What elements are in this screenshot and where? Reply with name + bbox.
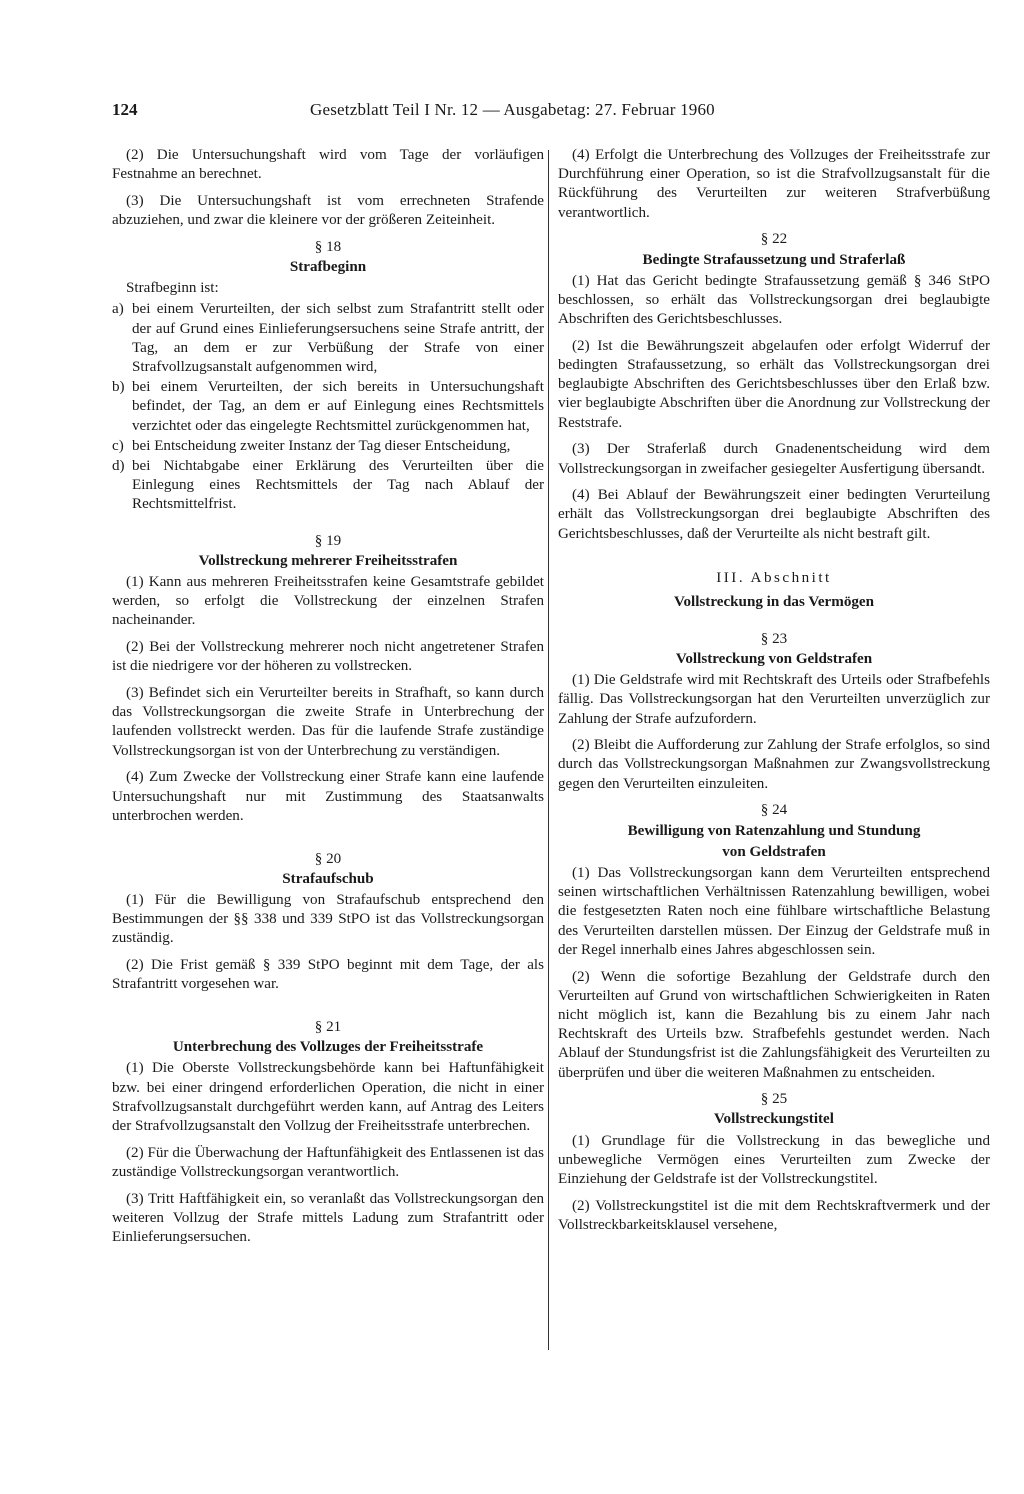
section-number-20: § 20 <box>314 850 342 867</box>
list-label: c) <box>112 437 124 454</box>
paragraph: (3) Befindet sich ein Verurteilter bereits in Strafhaft, so kann durch das Vollstreckungsorgan die zweite Strafe in Unterbrechung der laufenden vollstreckt werden. Das für die laufende Strafe zuständige Vollstreckungsorgan ist von der Unterbrechung zu verständigen. <box>112 685 544 759</box>
list-item <box>112 437 544 456</box>
section-title-21: Unterbrechung des Vollzuges der Freiheitsstrafe <box>172 1039 484 1056</box>
running-title: Gesetzblatt Teil I Nr. 12 — Ausgabetag: 27. Februar 1960 <box>310 100 715 119</box>
page-number: 124 <box>112 100 138 119</box>
column-divider <box>548 150 549 1350</box>
part-title: Vollstreckung in das Vermögen <box>673 593 875 610</box>
paragraph: (1) Grundlage für die Vollstreckung in das bewegliche und unbewegliche Vermögen eines Verurteilten zum Zwecke der Einziehung der Geldstrafe ist der Vollstreckungstitel. <box>558 1132 990 1188</box>
paragraph: (2) Ist die Bewährungszeit abgelaufen oder erfolgt Widerruf der bedingten Strafaussetzung, so erhält das Vollstreckungsorgan drei beglaubigte Abschriften des Gerichtsbeschlusses über den Erlaß bzw. vier beglaubigte Abschriften über die Anordnung zur Vollstreckung der Reststrafe. <box>558 337 990 431</box>
list-label: b) <box>112 379 125 396</box>
list-label: d) <box>112 458 125 475</box>
section-number-21: § 21 <box>314 1018 342 1035</box>
paragraph: (3) Tritt Haftfähigkeit ein, so veranlaßt das Vollstreckungsorgan den weiteren Vollzug der Strafe mittels Ladung zum Strafantritt oder Einlieferungsersuchen. <box>112 1190 544 1245</box>
section-title-20: Strafaufschub <box>282 870 374 887</box>
section-title-18: Strafbeginn <box>289 259 367 276</box>
list-item <box>112 457 544 515</box>
list-item <box>112 300 544 377</box>
paragraph: (1) Die Oberste Vollstreckungsbehörde kann bei Haftunfähigkeit bzw. bei einer dringend erforderlichen Operation, die nicht in einer Strafvollzugsanstalt durchgeführt werden kann, auf Antrag des Leiters der Strafvollzugsanstalt den Vollzug der Freiheitsstrafe unterbrechen. <box>112 1060 544 1134</box>
part-number: III. Abschnitt <box>716 570 832 587</box>
paragraph: (2) Bleibt die Aufforderung zur Zahlung der Strafe erfolglos, so sind durch das Vollstreckungsorgan Maßnahmen zur Zwangsvollstreckung gegen den Verurteilten einzuleiten. <box>558 737 990 792</box>
section-title-19: Vollstreckung mehrerer Freiheitsstrafen <box>198 552 458 569</box>
section-number-24: § 24 <box>760 802 788 819</box>
list-text: bei Entscheidung zweiter Instanz der Tag dieser Entscheidung, <box>132 437 511 454</box>
paragraph: (2) Für die Überwachung der Haftunfähigkeit des Entlassenen ist das zuständige Vollstreckungsorgan verantwortlich. <box>112 1144 544 1180</box>
section-number-19: § 19 <box>314 532 342 549</box>
section-title-25: Vollstreckungstitel <box>714 1111 834 1128</box>
paragraph: (2) Bei der Vollstreckung mehrerer noch nicht angetretener Strafen ist die niedrigere vor der höheren zu vollstrecken. <box>112 639 544 675</box>
paragraph: (2) Wenn die sofortige Bezahlung der Geldstrafe durch den Verurteilten auf Grund von wirtschaftlichen Schwierigkeiten in Raten nicht möglich ist, kann die Bezahlung bis zu einem Jahr nach Rechtskraft des Urteils bzw. Strafbefehls gestundet werden. Nach Ablauf der Stundungsfrist ist die Zahlungsfähigkeit des Verurteilten zu überprüfen und über die weiteren Maßnahmen zu entscheiden. <box>558 968 990 1081</box>
list-text: bei einem Verurteilten, der sich bereits in Untersuchungshaft befindet, der Tag, an dem er auf Einlegung eines Rechtsmittels verzichtet oder das eingelegte Rechtsmittel zurückgenommen hat, <box>132 379 544 434</box>
paragraph: (1) Kann aus mehreren Freiheitsstrafen keine Gesamtstrafe gebildet werden, so erfolgt die Vollstreckung der einzelnen Strafen nacheinander. <box>112 574 544 629</box>
section-number-22: § 22 <box>760 231 788 248</box>
paragraph: (3) Die Untersuchungshaft ist vom errechneten Strafende abzuziehen, und zwar die kleinere vor der größeren Zeiteinheit. <box>112 192 544 229</box>
paragraph: (1) Für die Bewilligung von Strafaufschub entsprechend den Bestimmungen der §§ 338 und 339 StPO ist das Vollstreckungsorgan zuständig. <box>112 891 544 947</box>
paragraph: (2) Die Frist gemäß § 339 StPO beginnt mit dem Tage, der als Strafantritt vorgesehen war. <box>112 957 544 993</box>
section-number-18: § 18 <box>314 238 342 255</box>
list-label: a) <box>112 301 124 318</box>
right-column <box>558 146 990 1243</box>
list-text: bei Nichtabgabe einer Erklärung des Verurteilten über die Einlegung eines Rechtsmittels der Tag nach Ablauf der Rechtsmittelfrist. <box>132 458 544 513</box>
left-column <box>112 146 544 1255</box>
list-text: bei einem Verurteilten, der sich selbst zum Strafantritt stellt oder der auf Grund eines Einlieferungsersuchens seine Strafe antritt, der Tag, an dem er zur Verbüßung der Strafe von einer Strafvollzugsanstalt aufgenommen wird, <box>132 301 544 376</box>
section-number-23: § 23 <box>760 630 788 647</box>
paragraph: (1) Die Geldstrafe wird mit Rechtskraft des Urteils oder Strafbefehls fällig. Das Vollstreckungsorgan hat den Verurteilten unverzüglich zur Zahlung der Strafe aufzufordern. <box>558 672 990 727</box>
paragraph: (1) Das Vollstreckungsorgan kann dem Verurteilten entsprechend seinen wirtschaftlichen Verhältnissen Ratenzahlung bewilligen, wobei die festgesetzten Raten noch eine fühlbare wirtschaftliche Belastung des Verurteilten darstellen müssen. Der Einzug der Geldstrafe muß in der Regel innerhalb eines Jahres abgeschlossen sein. <box>558 865 990 958</box>
list-item <box>112 378 544 436</box>
paragraph: (4) Erfolgt die Unterbrechung des Vollzuges der Freiheitsstrafe zur Durchführung einer Operation, so ist die Strafvollzugsanstalt für die Rückführung des Verurteilten zur weiteren Strafverbüßung verantwortlich. <box>558 147 990 221</box>
paragraph: (2) Die Untersuchungshaft wird vom Tage der vorläufigen Festnahme an berechnet. <box>112 147 544 183</box>
paragraph: (1) Hat das Gericht bedingte Strafaussetzung gemäß § 346 StPO beschlossen, so erhält das Vollstreckungsorgan drei beglaubigte Abschriften des Gerichtsbeschlusses. <box>558 272 990 328</box>
page-header <box>112 100 1012 126</box>
section-number-25: § 25 <box>760 1091 788 1108</box>
paragraph: (3) Der Straferlaß durch Gnadenentscheidung wird dem Vollstreckungsorgan in zweifacher gesiegelter Ausfertigung übersandt. <box>558 441 990 477</box>
paragraph: (4) Zum Zwecke der Vollstreckung einer Strafe kann eine laufende Untersuchungshaft nur mit Zustimmung des Staatsanwalts unterbrochen werden. <box>112 769 544 824</box>
paragraph: (2) Vollstreckungstitel ist die mit dem Rechtskraftvermerk und der Vollstreckbarkeitsklausel versehene, <box>558 1197 990 1233</box>
section-title-23: Vollstreckung von Geldstrafen <box>675 650 873 667</box>
section-title-24-line2: von Geldstrafen <box>722 843 826 860</box>
paragraph: (4) Bei Ablauf der Bewährungszeit einer bedingten Verurteilung erhält das Vollstreckungsorgan drei beglaubigte Abschriften des Gerichtsbeschlusses, daß der Verurteilte als nicht bestraft gilt. <box>558 487 990 542</box>
section-title-22: Bedingte Strafaussetzung und Straferlaß <box>642 251 906 268</box>
section-title-24-line1: Bewilligung von Ratenzahlung und Stundung <box>627 822 921 839</box>
section-intro: Strafbeginn ist: <box>126 280 219 297</box>
